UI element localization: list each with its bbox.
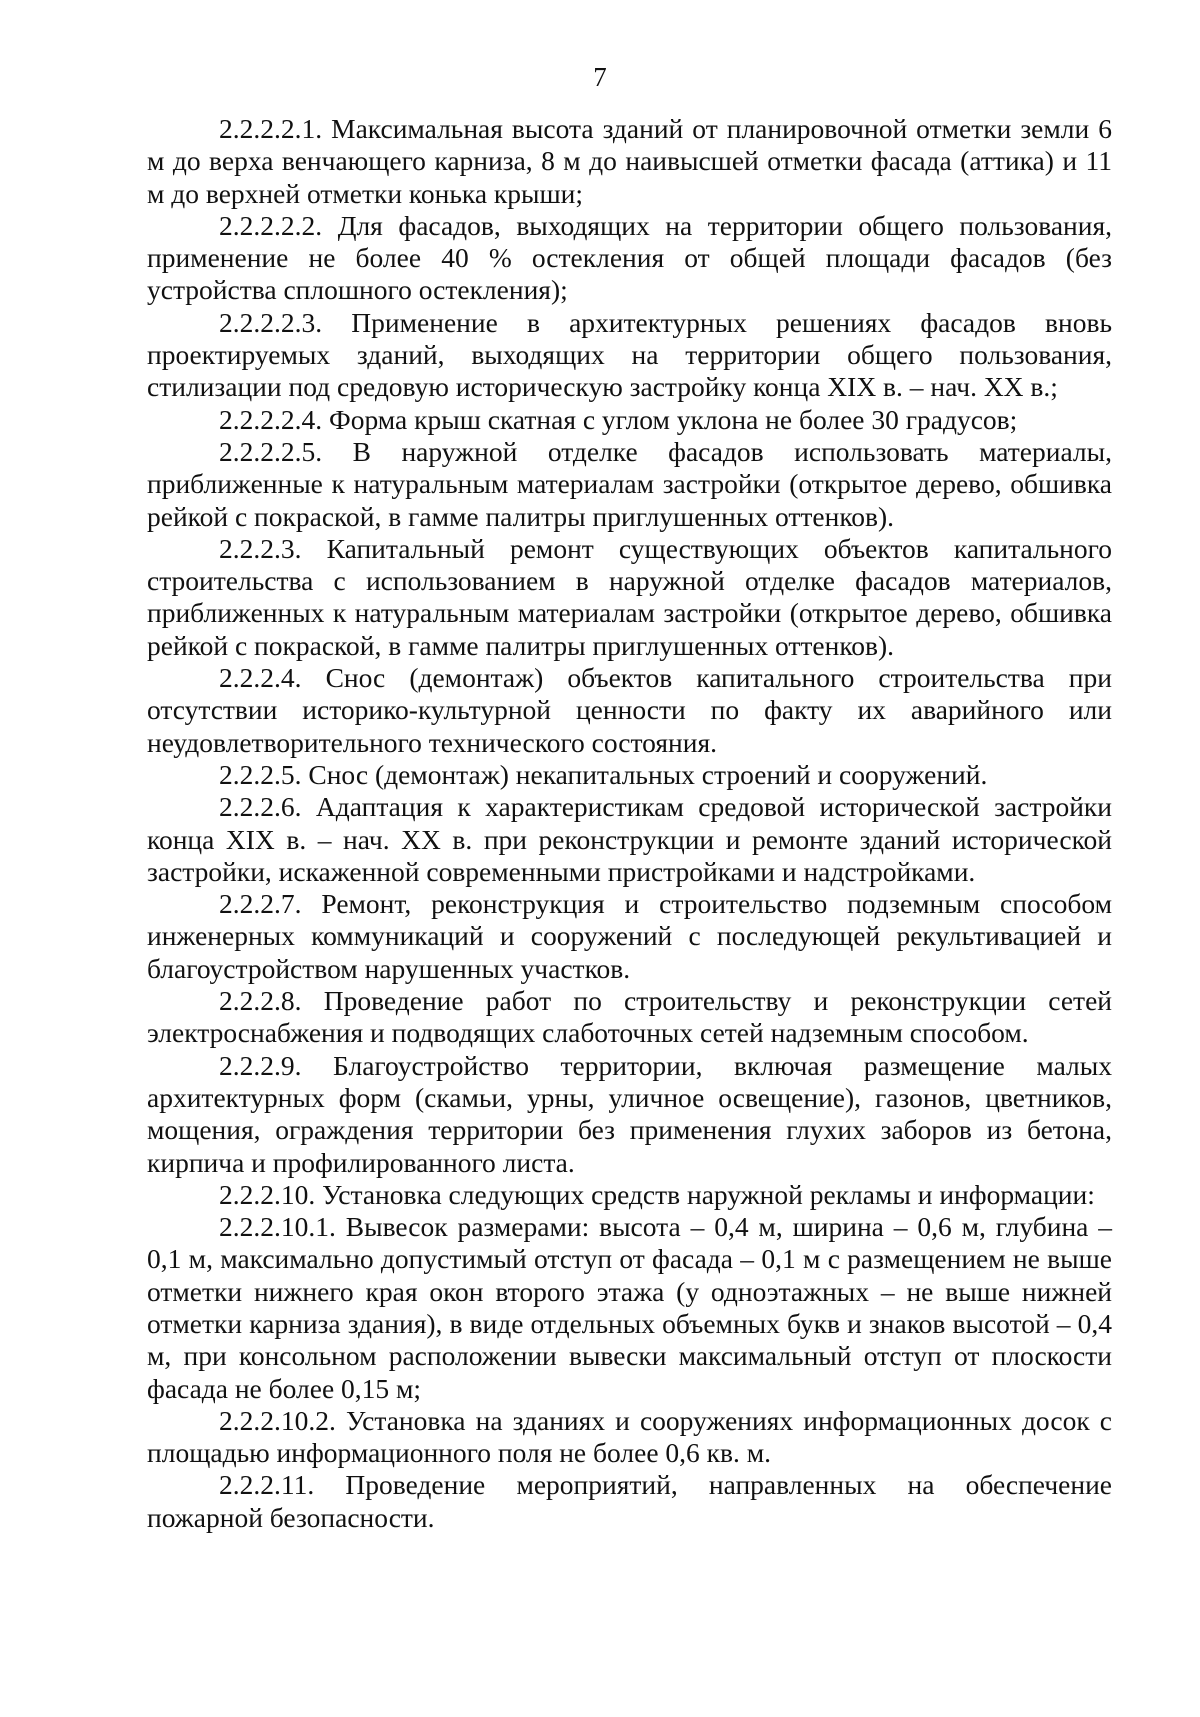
paragraph-2-2-2-11: 2.2.2.11. Проведение мероприятий, направленных на обеспечение пожарной безопасности. xyxy=(147,1469,1112,1533)
paragraph-2-2-2-3: 2.2.2.3. Капитальный ремонт существующих объектов капитального строительства с использованием в наружной отделке фасадов материалов, приближенных к натуральным материалам застройки (открытое дерево, обшивка рейкой с покраской, в гамме палитры приглушенных оттенков). xyxy=(147,532,1112,661)
paragraph-2-2-2-6: 2.2.2.6. Адаптация к характеристикам средовой исторической застройки конца XIX в. – нач. XX в. при реконструкции и ремонте зданий исторической застройки, искаженной современными пристройками и надстройками. xyxy=(147,791,1112,887)
paragraph-2-2-2-2-5: 2.2.2.2.5. В наружной отделке фасадов использовать материалы, приближенные к натуральным материалам застройки (открытое дерево, обшивка рейкой с покраской, в гамме палитры приглушенных оттенков). xyxy=(147,435,1112,532)
paragraph-2-2-2-7: 2.2.2.7. Ремонт, реконструкция и строительство подземным способом инженерных коммуникаций и сооружений с последующей рекультивацией и благоустройством нарушенных участков. xyxy=(147,888,1112,984)
paragraph-2-2-2-2-3: 2.2.2.2.3. Применение в архитектурных решениях фасадов вновь проектируемых зданий, выходящих на территории общего пользования, стилизации под средовую историческую застройку конца XIX в. – нач. XX в.; xyxy=(147,306,1112,403)
document-body xyxy=(147,113,1112,1534)
paragraph-2-2-2-8: 2.2.2.8. Проведение работ по строительству и реконструкции сетей электроснабжения и подводящих слаботочных сетей надземным способом. xyxy=(147,985,1112,1049)
page-number: 7 xyxy=(593,62,607,92)
paragraph-2-2-2-5: 2.2.2.5. Снос (демонтаж) некапитальных строений и сооружений. xyxy=(219,758,988,790)
paragraph-2-2-2-2-4: 2.2.2.2.4. Форма крыш скатная с углом уклона не более 30 градусов; xyxy=(219,403,1018,435)
paragraph-2-2-2-4: 2.2.2.4. Снос (демонтаж) объектов капитального строительства при отсутствии историко-культурной ценности по факту их аварийного или неудовлетворительного технического состояния. xyxy=(147,662,1112,758)
paragraph-2-2-2-10-2: 2.2.2.10.2. Установка на зданиях и сооружениях информационных досок с площадью информационного поля не более 0,6 кв. м. xyxy=(147,1404,1112,1469)
paragraph-2-2-2-2-2: 2.2.2.2.2. Для фасадов, выходящих на территории общего пользования, применение не более 40 % остекления от общей площади фасадов (без устройства сплошного остекления); xyxy=(147,209,1112,306)
paragraph-2-2-2-2-1: 2.2.2.2.1. Максимальная высота зданий от планировочной отметки земли 6 м до верха венчающего карниза, 8 м до наивысшей отметки фасада (аттика) и 11 м до верхней отметки конька крыши; xyxy=(147,113,1112,209)
paragraph-2-2-2-10: 2.2.2.10. Установка следующих средств наружной рекламы и информации: xyxy=(219,1178,1095,1210)
paragraph-2-2-2-9: 2.2.2.9. Благоустройство территории, включая размещение малых архитектурных форм (скамьи, урны, уличное освещение), газонов, цветников, мощения, ограждения территории без применения глухих заборов из бетона, кирпича и профилированного листа. xyxy=(147,1049,1112,1178)
paragraph-2-2-2-10-1: 2.2.2.10.1. Вывесок размерами: высота – 0,4 м, ширина – 0,6 м, глубина – 0,1 м, максимально допустимый отступ от фасада – 0,1 м с размещением не выше отметки нижнего края окон второго этажа (у одноэтажных – не выше нижней отметки карниза здания), в виде отдельных объемных букв и знаков высотой – 0,4 м, при консольном расположении вывески максимальный отступ от плоскости фасада не более 0,15 м; xyxy=(147,1211,1112,1404)
